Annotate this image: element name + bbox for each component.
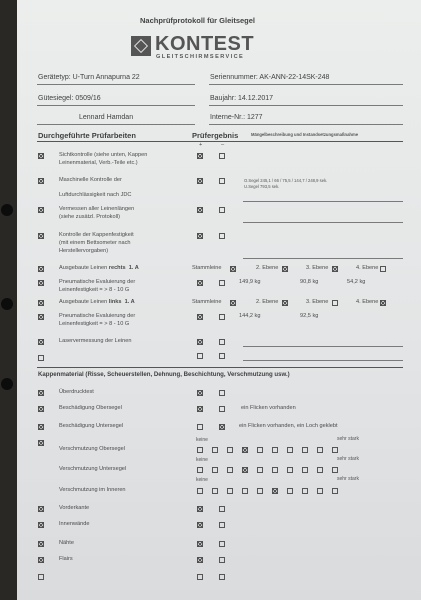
result-minus[interactable] — [219, 353, 225, 359]
scale-box-unter-4[interactable] — [242, 467, 248, 473]
result-minus[interactable] — [219, 424, 225, 430]
scale-box-ober-7[interactable] — [287, 447, 293, 453]
scale-box-ober-6[interactable] — [272, 447, 278, 453]
protocol-sheet — [17, 0, 421, 600]
ebene3-label: 3. Ebene — [306, 265, 329, 271]
check-maschinelle[interactable] — [38, 178, 44, 184]
scale-box-unter-7[interactable] — [287, 467, 293, 473]
item-v-unter: Verschmutzung Untersegel — [59, 466, 127, 472]
item-leinen-links: Ausgebaute Leinen links 1. A — [59, 299, 135, 305]
check-verschmutzung[interactable] — [38, 440, 44, 446]
note-obersegel: O.Segel 245,1 / 66 / 75,5 / 144,7 / 248,9 sek. — [244, 178, 328, 183]
result-minus[interactable] — [219, 522, 225, 528]
result-plus[interactable] — [197, 178, 203, 184]
result-minus[interactable] — [219, 339, 225, 345]
result-minus[interactable] — [219, 207, 225, 213]
scale-box-innen-6[interactable] — [272, 488, 278, 494]
scale-box-ober-1[interactable] — [197, 447, 203, 453]
plus-label: + — [199, 142, 203, 148]
scale-box-innen-1[interactable] — [197, 488, 203, 494]
scale-box-ober-2[interactable] — [212, 447, 218, 453]
result-plus[interactable] — [197, 506, 203, 512]
scale-box-ober-3[interactable] — [227, 447, 233, 453]
check-kappenfestigkeit[interactable] — [38, 233, 44, 239]
value-ebene2-rechts: 90,8 kg — [300, 279, 319, 285]
seriennummer: Seriennummer: AK-ANN-22-14SK-248 — [210, 74, 330, 81]
result-minus[interactable] — [219, 314, 225, 320]
header-maengel: Mängelbeschreibung und Instandsetzungsmaßnahme — [251, 132, 359, 137]
kappen-heading: Kappenmaterial (Risse, Scheuerstellen, Dehnung, Beschichtung, Verschmutzung usw.) — [38, 371, 290, 378]
check-flairs[interactable] — [38, 557, 44, 563]
result-minus[interactable] — [219, 541, 225, 547]
scale-box-unter-8[interactable] — [302, 467, 308, 473]
scale-box-ober-9[interactable] — [317, 447, 323, 453]
item-pneumatisch: Pneumatische Evaluierung der — [59, 279, 136, 285]
scale-box-innen-2[interactable] — [212, 488, 218, 494]
minus-label: – — [221, 142, 225, 148]
item-vorderkante: Vorderkante — [59, 505, 90, 511]
ebene2-label: 2. Ebene — [256, 265, 279, 271]
check-stammleine[interactable] — [230, 300, 236, 306]
result-plus[interactable] — [197, 233, 203, 239]
check-ebene2[interactable] — [282, 266, 288, 272]
result-plus[interactable] — [197, 574, 203, 580]
result-plus[interactable] — [197, 314, 203, 320]
scale-box-innen-8[interactable] — [302, 488, 308, 494]
check-naehte[interactable] — [38, 541, 44, 547]
check-ebene3[interactable] — [332, 266, 338, 272]
punch-hole — [1, 298, 13, 310]
note-untersegel-loch: ein Flicken vorhanden, ein Loch geklebt — [239, 423, 338, 429]
note-obersegel-flicken: ein Flicken vorhanden — [241, 405, 296, 411]
value-stamm-links: 144,2 kg — [239, 313, 261, 319]
check-ebene4[interactable] — [380, 300, 386, 306]
result-minus[interactable] — [219, 280, 225, 286]
scale-sehr-stark: sehr stark — [337, 436, 359, 442]
item-ueberdruck: Überdrucktest — [59, 389, 94, 395]
pilot-name: Lennard Hamdan — [79, 114, 134, 121]
logo-subtitle: GLEITSCHIRMSERVICE — [156, 54, 245, 60]
check-innenwaende[interactable] — [38, 522, 44, 528]
scale-box-innen-10[interactable] — [332, 488, 338, 494]
ebene2-label: 2. Ebene — [256, 299, 279, 305]
scale-box-innen-7[interactable] — [287, 488, 293, 494]
baujahr: Baujahr: 14.12.2017 — [210, 95, 274, 102]
punch-hole — [1, 204, 13, 216]
scale-keine: keine — [196, 457, 208, 463]
scale-box-innen-4[interactable] — [242, 488, 248, 494]
result-plus[interactable] — [197, 406, 203, 412]
result-plus[interactable] — [197, 339, 203, 345]
result-minus[interactable] — [219, 153, 225, 159]
check-sichtkontrolle[interactable] — [38, 153, 44, 159]
result-minus[interactable] — [219, 506, 225, 512]
scale-box-unter-9[interactable] — [317, 467, 323, 473]
stammleine-label: Stammleine — [192, 299, 222, 305]
scale-box-unter-2[interactable] — [212, 467, 218, 473]
check-vorderkante[interactable] — [38, 506, 44, 512]
result-minus[interactable] — [219, 406, 225, 412]
scale-sehr-stark: sehr stark — [337, 476, 359, 482]
result-plus[interactable] — [197, 207, 203, 213]
kontest-logo-icon — [131, 36, 151, 56]
page-title: Nachprüfprotokoll für Gleitsegel — [140, 16, 256, 25]
scale-box-ober-10[interactable] — [332, 447, 338, 453]
item-pneumatisch-2: Leinenfestigkeit = > 8 - 10 G — [59, 287, 130, 293]
item-innenwaende: Innenwände — [59, 521, 90, 527]
item-sichtkontrolle-2: Leinenmaterial, Verb.-Teile etc.) — [59, 160, 138, 166]
logo-name: KONTEST — [155, 33, 255, 55]
item-kappenfestigkeit-2: (mit einem Bettsometer nach — [59, 240, 131, 246]
result-plus[interactable] — [197, 424, 203, 430]
scale-box-ober-5[interactable] — [257, 447, 263, 453]
check-obersegel[interactable] — [38, 406, 44, 412]
check-vermessen[interactable] — [38, 207, 44, 213]
scale-box-unter-3[interactable] — [227, 467, 233, 473]
result-plus[interactable] — [197, 280, 203, 286]
scale-box-innen-3[interactable] — [227, 488, 233, 494]
item-v-innen: Verschmutzung im Inneren — [59, 487, 126, 493]
punch-hole — [1, 378, 13, 390]
ebene3-label: 3. Ebene — [306, 299, 329, 305]
item-pneumatisch: Pneumatische Evaluierung der — [59, 313, 136, 319]
check-stammleine[interactable] — [230, 266, 236, 272]
scale-keine: keine — [196, 437, 208, 443]
scale-keine: keine — [196, 477, 208, 483]
check-ueberdruck[interactable] — [38, 390, 44, 396]
value-stamm-rechts: 149,9 kg — [239, 279, 261, 285]
ebene4-label: 4. Ebene — [356, 299, 379, 305]
check-ebene2[interactable] — [282, 300, 288, 306]
scale-box-ober-8[interactable] — [302, 447, 308, 453]
result-plus[interactable] — [197, 522, 203, 528]
item-leinen-rechts: Ausgebaute Leinen rechts 1. A — [59, 265, 139, 271]
header-pruefarbeiten: Durchgeführte Prüfarbeiten — [38, 131, 136, 140]
check-ebene4[interactable] — [380, 266, 386, 272]
check-empty[interactable] — [38, 355, 44, 361]
guetesiegel: Gütesiegel: 0509/16 — [38, 95, 101, 102]
item-laser: Laservermessung der Leinen — [59, 338, 132, 344]
result-minus[interactable] — [219, 178, 225, 184]
item-untersegel: Beschädigung Untersegel — [59, 423, 124, 429]
result-plus[interactable] — [197, 390, 203, 396]
check-leinen-rechts[interactable] — [38, 266, 44, 272]
scale-box-ober-4[interactable] — [242, 447, 248, 453]
result-minus[interactable] — [219, 574, 225, 580]
result-minus[interactable] — [219, 233, 225, 239]
header-pruefergebnis: Prüfergebnis — [192, 131, 239, 140]
check-leinen-links[interactable] — [38, 300, 44, 306]
item-maschinelle-2: Luftdurchlässigkeit nach JDC — [59, 192, 132, 198]
interne-nr: Interne-Nr.: 1277 — [210, 114, 263, 121]
check-laser[interactable] — [38, 339, 44, 345]
scale-box-innen-9[interactable] — [317, 488, 323, 494]
item-obersegel: Beschädigung Obersegel — [59, 405, 122, 411]
result-plus[interactable] — [197, 557, 203, 563]
check-pneumatisch-links[interactable] — [38, 314, 44, 320]
value-ebene3-rechts: 54,2 kg — [347, 279, 366, 285]
result-minus[interactable] — [219, 557, 225, 563]
scale-sehr-stark: sehr stark — [337, 456, 359, 462]
result-minus[interactable] — [219, 390, 225, 396]
check-untersegel[interactable] — [38, 424, 44, 430]
value-ebene2-links: 92,5 kg — [300, 313, 319, 319]
item-vermessen-2: (siehe zusätzl. Protokoll) — [59, 214, 120, 220]
scale-box-unter-1[interactable] — [197, 467, 203, 473]
item-kappenfestigkeit: Kontrolle der Kappenfestigkeit — [59, 232, 134, 238]
scale-box-innen-5[interactable] — [257, 488, 263, 494]
result-plus[interactable] — [197, 541, 203, 547]
scale-box-unter-5[interactable] — [257, 467, 263, 473]
result-plus[interactable] — [197, 353, 203, 359]
item-vermessen: Vermessen aller Leinenlängen — [59, 206, 135, 212]
ebene4-label: 4. Ebene — [356, 265, 379, 271]
stammleine-label: Stammleine — [192, 265, 222, 271]
item-kappenfestigkeit-3: Herstellervorgaben) — [59, 248, 109, 254]
item-flairs: Flairs — [59, 556, 73, 562]
item-pneumatisch-2: Leinenfestigkeit = > 8 - 10 G — [59, 321, 130, 327]
note-untersegel: U.Segel 793,5 sek. — [244, 184, 280, 189]
check-empty[interactable] — [38, 574, 44, 580]
scale-box-unter-6[interactable] — [272, 467, 278, 473]
item-naehte: Nähte — [59, 540, 74, 546]
item-maschinelle: Maschinelle Kontrolle der — [59, 177, 122, 183]
check-ebene3[interactable] — [332, 300, 338, 306]
item-sichtkontrolle: Sichtkontrolle (siehe unten, Kappen — [59, 152, 148, 158]
item-v-ober: Verschmutzung Obersegel — [59, 446, 125, 452]
scale-box-unter-10[interactable] — [332, 467, 338, 473]
geraetetyp: Gerätetyp: U-Turn Annapurna 22 — [38, 74, 140, 81]
check-pneumatisch-rechts[interactable] — [38, 280, 44, 286]
result-plus[interactable] — [197, 153, 203, 159]
